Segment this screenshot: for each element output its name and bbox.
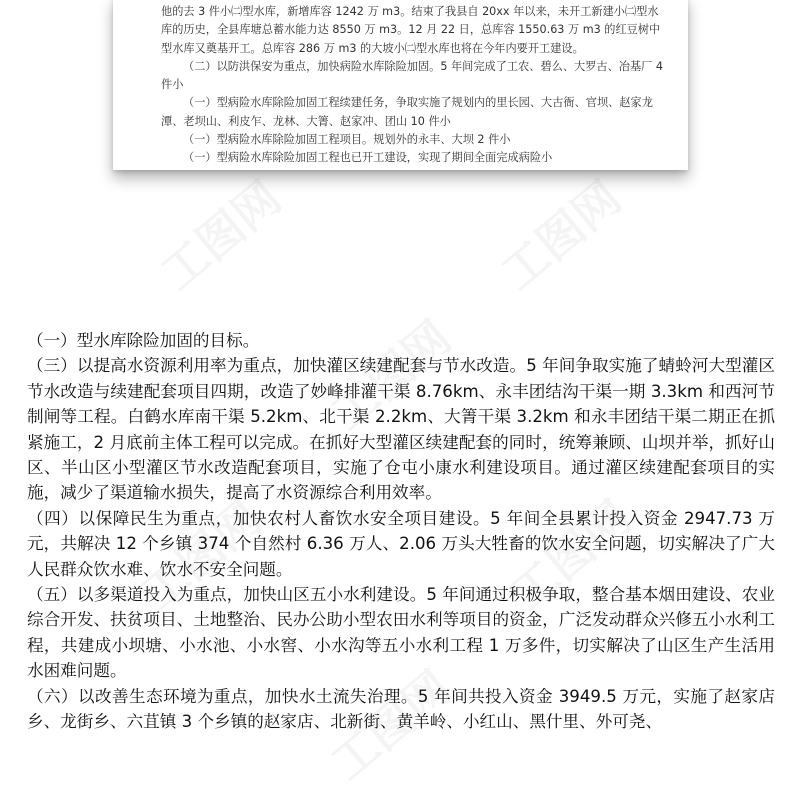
body-paragraph: （一）型水库除险加固的目标。 [27, 331, 260, 350]
body-paragraph: （四）以保障民生为重点，加快农村人畜饮水安全项目建设。5 年间全县累计投入资金 2947.73 万元，共解决 12 个乡镇 374 个自然村 6.36 万人、2.06 万头大牲畜的饮水安全问题，切实解决了广大人民群众饮水难、饮水不安全问题。 [27, 508, 775, 579]
card-paragraph: （一）型病险水库除险加固工程也已开工建设，实现了期间全面完成病险小 [183, 151, 553, 165]
card-paragraph: 他的去 3 件小㈡型水库，新增库容 1242 万 m3。结束了我县自 20xx 年以来，未开工新建小㈡型水库的历史，全县库塘总蓄水能力达 8550 万 m3。12 月 22 日，总库容 1550.63 万 m3 的红豆树中型水库又奠基开工。总库容 286 万 m3 的大坡小㈡型水库也将在今年内要开工建设。 [161, 5, 661, 55]
document-body [27, 328, 775, 735]
card-text-block [161, 6, 665, 168]
document-preview-card [113, 0, 688, 170]
watermark [485, 163, 633, 302]
card-paragraph: （二）以防洪保安为重点，加快病险水库除险加固。5 年间完成了工农、碧么、大罗古、冶基厂 4 件小 [161, 59, 664, 92]
body-paragraph: （六）以改善生态环境为重点，加快水土流失治理。5 年间共投入资金 3949.5 万元，实施了赵家店乡、龙街乡、六苴镇 3 个乡镇的赵家店、北新街、黄羊岭、小红山、黑什里、外可尧、 [27, 686, 775, 732]
body-paragraph: （三）以提高水资源利用率为重点，加快灌区续建配套与节水改造。5 年间争取实施了蜻蛉河大型灌区节水改造与续建配套项目四期，改造了妙峰排灌干渠 8.76km、永丰团结沟干渠一期 3.3km 和西河节制闸等工程。白鹤水库南干渠 5.2km、北干渠 2.2km、大箐干渠 3.2km 和永丰团结干渠二期正在抓紧施工，2 月底前主体工程可以完成。在抓好大型灌区续建配套的同时，统筹兼顾、山坝并举，抓好山区、半山区小型灌区节水改造配套项目，实施了仓屯小康水利建设项目。通过灌区续建配套项目的实施，减少了渠道输水损失，提高了水资源综合利用效率。 [27, 356, 775, 503]
card-paragraph: （一）型病险水库除险加固工程项目。规划外的永丰、大坝 2 件小 [183, 133, 511, 147]
body-paragraph: （五）以多渠道投入为重点，加快山区五小水利建设。5 年间通过积极争取，整合基本烟田建设、农业综合开发、扶贫项目、土地整治、民办公助小型农田水利等项目的资金，广泛发动群众兴修五小水利工程，共建成小坝塘、小水池、小水窖、小水沟等五小水利工程 1 万多件，切实解决了山区生产生活用水困难问题。 [27, 585, 775, 681]
card-paragraph: （一）型病险水库除险加固工程续建任务，争取实施了规划内的里长园、大古衙、官坝、赵家龙潭、老坝山、利皮乍、龙林、大箐、赵家冲、团山 10 件小 [161, 96, 653, 128]
watermark [145, 163, 293, 302]
